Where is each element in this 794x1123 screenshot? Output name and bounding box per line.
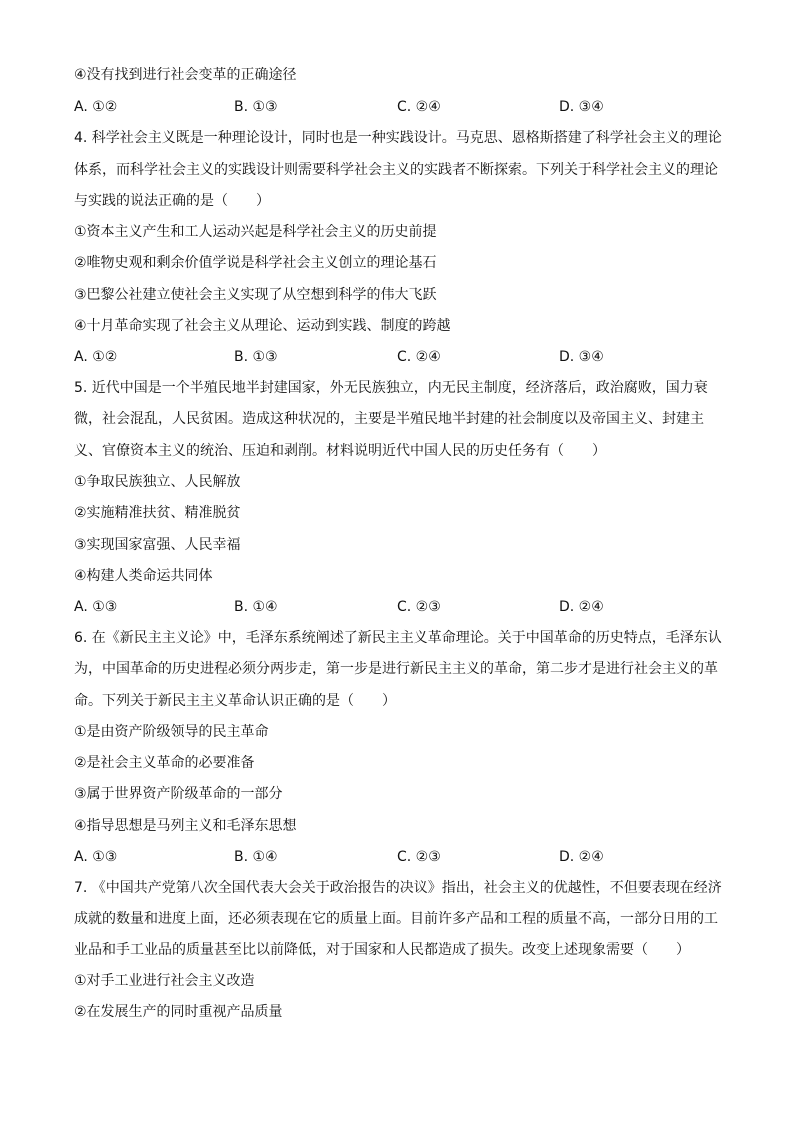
choice-d: D. ②④ — [559, 849, 604, 865]
question-6-stem-line: 为，中国革命的历史进程必须分两步走，第一步是进行新民主主义的革命，第二步才是进行社会主义的革 — [74, 661, 718, 677]
question-6-stem-line: 6. 在《新民主主义论》中，毛泽东系统阐述了新民主主义革命理论。关于中国革命的历史特点，毛泽东认 — [74, 630, 722, 646]
answer-choices — [74, 347, 714, 367]
question-4-item: ④十月革命实现了社会主义从理论、运动到实践、制度的跨越 — [74, 318, 451, 334]
question-4-item: ③巴黎公社建立使社会主义实现了从空想到科学的伟大飞跃 — [74, 287, 437, 303]
question-5-item: ③实现国家富强、人民幸福 — [74, 537, 241, 553]
question-7-item: ②在发展生产的同时重视产品质量 — [74, 1004, 283, 1020]
question-7-stem-line: 业品和手工业品的质量甚至比以前降低，对于国家和人民都造成了损失。改变上述现象需要（ ） — [74, 942, 690, 958]
question-7-stem-line: 7. 《中国共产党第八次全国代表大会关于政治报告的决议》指出，社会主义的优越性，不但要表现在经济 — [74, 880, 722, 896]
question-5-stem-line: 微，社会混乱，人民贫困。造成这种状况的，主要是半殖民地半封建的社会制度以及帝国主义、封建主 — [74, 411, 704, 427]
answer-choices — [74, 597, 714, 617]
question-5-item: ④构建人类命运共同体 — [74, 568, 213, 584]
choice-d: D. ③④ — [559, 349, 604, 365]
choice-a: A. ①③ — [74, 599, 118, 615]
choice-d: D. ③④ — [559, 99, 604, 115]
answer-choices — [74, 847, 714, 867]
choice-b: B. ①③ — [234, 99, 278, 115]
question-4-stem-line: 与实践的说法正确的是（ ） — [74, 193, 270, 209]
choice-a: A. ①② — [74, 99, 118, 115]
choice-b: B. ①③ — [234, 349, 278, 365]
choice-c: C. ②③ — [397, 599, 441, 615]
question-5-item: ②实施精准扶贫、精准脱贫 — [74, 505, 241, 521]
question-6-stem-line: 命。下列关于新民主主义革命认识正确的是（ ） — [74, 693, 396, 709]
answer-choices — [74, 97, 714, 117]
choice-a: A. ①③ — [74, 849, 118, 865]
choice-c: C. ②④ — [397, 349, 441, 365]
question-5-item: ①争取民族独立、人民解放 — [74, 474, 241, 490]
question-4-item: ①资本主义产生和工人运动兴起是科学社会主义的历史前提 — [74, 224, 437, 240]
choice-d: D. ②④ — [559, 599, 604, 615]
choice-b: B. ①④ — [234, 599, 278, 615]
question-7-stem-line: 成就的数量和进度上面，还必须表现在它的质量上面。目前许多产品和工程的质量不高，一部分日用的工 — [74, 911, 718, 927]
question-6-item: ④指导思想是马列主义和毛泽东思想 — [74, 818, 297, 834]
question-4-stem-line: 体系，而科学社会主义的实践设计则需要科学社会主义的实践者不断探索。下列关于科学社会主义的理论 — [74, 162, 718, 178]
choice-b: B. ①④ — [234, 849, 278, 865]
question-6-item: ③属于世界资产阶级革命的一部分 — [74, 786, 283, 802]
choice-c: C. ②③ — [397, 849, 441, 865]
question-6-item: ②是社会主义革命的必要准备 — [74, 755, 255, 771]
choice-c: C. ②④ — [397, 99, 441, 115]
question-4-stem-line: 4. 科学社会主义既是一种理论设计，同时也是一种实践设计。马克思、恩格斯搭建了科学社会主义的理论 — [74, 130, 722, 146]
option-item: ④没有找到进行社会变革的正确途径 — [74, 67, 297, 83]
question-7-item: ①对手工业进行社会主义改造 — [74, 973, 255, 989]
question-5-stem-line: 义、官僚资本主义的统治、压迫和剥削。材料说明近代中国人民的历史任务有（ ） — [74, 443, 606, 459]
choice-a: A. ①② — [74, 349, 118, 365]
question-6-item: ①是由资产阶级领导的民主革命 — [74, 724, 269, 740]
question-5-stem-line: 5. 近代中国是一个半殖民地半封建国家，外无民族独立，内无民主制度，经济落后，政治腐败，国力衰 — [74, 380, 708, 396]
question-4-item: ②唯物史观和剩余价值学说是科学社会主义创立的理论基石 — [74, 255, 437, 271]
